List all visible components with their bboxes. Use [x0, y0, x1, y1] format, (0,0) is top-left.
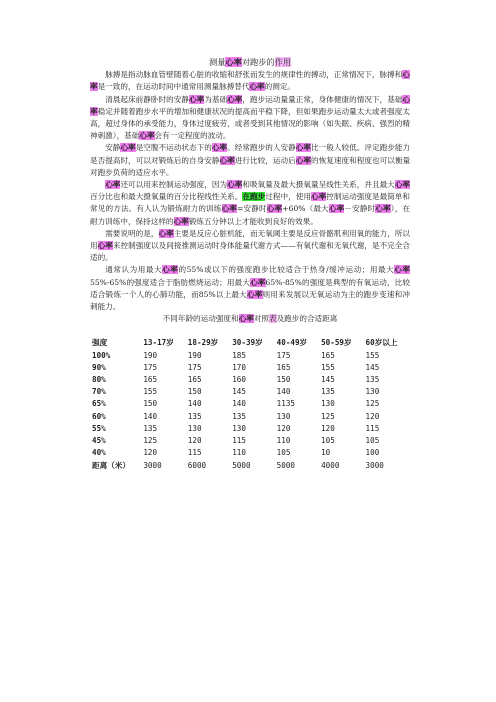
table-cell: 185: [232, 350, 246, 360]
paragraph-text: ），在耐力训练中，保持这样的: [90, 204, 411, 226]
keyword-highlight: 心率: [173, 216, 189, 226]
table-cell: 120: [187, 436, 202, 446]
table-cell: 105: [321, 436, 335, 446]
paragraph-text: 主要是反应心脏机能，而无氧阈主要是反应骨骼肌利用氧的能力，所以用: [90, 228, 411, 251]
table-row-label: 55%: [92, 423, 106, 433]
paragraph-text: 过程中，使用: [265, 192, 311, 202]
paragraph-text: 安静: [105, 143, 121, 153]
table-cell: 190: [187, 350, 202, 360]
paragraph-text: 脉搏是指动脉血管壁随着心脏的收缩和舒张而发生的规律性的搏动，正常情况下，脉搏和: [105, 70, 403, 80]
table-cell: 3000: [365, 460, 384, 470]
table-cell: 140: [187, 399, 202, 409]
table-cell: 130: [232, 423, 246, 433]
paragraph-text: －安静时: [344, 204, 376, 214]
paragraph-text: +60%（最大: [282, 204, 329, 214]
table-row-label: 40%: [92, 448, 106, 458]
keyword-highlight: 心率: [105, 180, 121, 190]
paragraph-text: 会有一定程度的波动。: [154, 131, 231, 141]
table-row: [92, 411, 410, 423]
paragraph-text: 是空腹不运动状态下的: [135, 143, 212, 153]
paragraph-text: 进行比较，运动后: [234, 155, 296, 165]
table-cell: 120: [365, 411, 380, 421]
table-cell: 1135: [276, 399, 295, 409]
table-cell: 10: [321, 448, 331, 458]
table-cell: 145: [232, 387, 246, 397]
table-cell: 110: [232, 448, 246, 458]
table-cell: 5000: [276, 460, 295, 470]
table-cell: 135: [187, 411, 202, 421]
paragraph-text: 比一般人较低。评定跑步能力是否提高时，可以对锻炼后的自身安静: [90, 143, 411, 165]
table-cell: 150: [143, 399, 158, 409]
table-cell: 175: [276, 350, 291, 360]
table-cell: 105: [276, 448, 291, 458]
table-header-cell: 13-17岁: [143, 338, 174, 348]
table-cell: 160: [232, 375, 246, 385]
table-cell: 140: [276, 387, 291, 397]
table-cell: 165: [187, 375, 202, 385]
keyword-highlight: 心率: [90, 70, 410, 92]
keyword-highlight: 心率: [295, 155, 312, 165]
table-cell: 125: [365, 399, 380, 409]
paragraph-text: 是一致的，在运动时间中通常用测量脉搏替代: [97, 82, 250, 92]
keyword-highlight: 心率: [250, 277, 266, 287]
table-cell: 120: [321, 423, 335, 433]
title-pre: 测量: [209, 57, 226, 67]
paragraph-text: 还可以用来控制运动强度，因为: [120, 180, 228, 190]
table-cell: 130: [321, 399, 335, 409]
table-cell: 175: [187, 362, 202, 372]
table-cell: 4000: [321, 460, 340, 470]
paragraph: [90, 228, 410, 265]
keyword-highlight: 心率: [221, 204, 238, 214]
table-row-label: 90%: [92, 362, 106, 372]
keyword-highlight: 心率: [328, 204, 345, 214]
paragraph-text: 的55%或以下的强度跑步比较适合于热身/缓冲运动；用最大: [178, 265, 395, 275]
paragraph: [90, 142, 410, 179]
table-cell: 170: [232, 362, 246, 372]
table-cell: 150: [187, 387, 202, 397]
table-cell: 135: [232, 411, 246, 421]
table-cell: 3000: [143, 460, 162, 470]
table-header-cell: 30-39岁: [232, 338, 263, 348]
paragraph-text: 锻炼五分钟以上才能收到良好的效果。: [188, 216, 318, 226]
paragraph: [90, 94, 410, 143]
keyword-highlight: 心率: [394, 180, 411, 190]
table-cell: 175: [143, 362, 158, 372]
paragraph-text: 则用来发展以无氧运动为主的跑步变速和冲刺能力。: [90, 289, 410, 312]
body-paragraphs: [90, 69, 410, 313]
keyword-highlight: 心率: [219, 155, 235, 165]
table-cell: 140: [143, 411, 158, 421]
table-cell: 145: [321, 375, 335, 385]
table-row: [92, 398, 410, 410]
table-cell: 165: [321, 350, 335, 360]
paragraph-text: 的测定。: [264, 82, 296, 92]
table-cell: 125: [321, 411, 335, 421]
keyword-highlight: 心率: [227, 94, 243, 104]
table-header-cell: 18-29岁: [187, 338, 219, 348]
table-row: [92, 460, 410, 472]
table-cell: 150: [276, 375, 291, 385]
table-cell: 155: [321, 362, 335, 372]
table-cell: 130: [365, 387, 380, 397]
keyword-highlight: 心率: [246, 289, 263, 299]
keyword-highlight: 心率: [295, 143, 311, 153]
paragraph-text: 的恢复速度和程度也可以衡量对跑步负荷的适应水平。: [90, 155, 411, 177]
table-cell: 115: [232, 436, 246, 446]
table-cell: 145: [365, 362, 380, 372]
keyword-highlight: 心率: [162, 265, 179, 275]
paragraph-text: 通常认为用最大: [105, 265, 163, 275]
table-row-label: 60%: [92, 411, 106, 421]
table-cell: 155: [143, 387, 158, 397]
document-title: [90, 56, 410, 68]
table-cell: 6000: [187, 460, 207, 470]
paragraph-text: 。经常跑步的人安静: [227, 143, 296, 153]
table-cell: 105: [365, 436, 380, 446]
table-cell: 125: [143, 436, 158, 446]
caption-mid: 对照: [253, 314, 269, 324]
table-cell: 165: [276, 362, 291, 372]
table-row: [92, 374, 410, 386]
table-cell: 190: [143, 350, 158, 360]
table-row-label: 45%: [92, 436, 106, 446]
paragraph-text: 为基础: [204, 94, 228, 104]
table-header-row: [92, 337, 410, 349]
paragraph-text: 清晨起床前静卧时的安静: [105, 94, 190, 104]
paragraph-text: 来控制强度以及间接推测运动时身体能量代谢方式——有氧代谢和无氧代谢，是不完全合适的。: [90, 241, 411, 263]
paragraph-text: 控制运动强度是最简单和常见的方法。有人认为锻炼耐力的训练: [90, 192, 411, 214]
table-cell: 165: [143, 375, 158, 385]
keyword-highlight: 心率: [211, 143, 228, 153]
table-cell: 135: [365, 375, 380, 385]
table-row: [92, 350, 410, 362]
paragraph: [90, 69, 410, 93]
table-cell: 155: [365, 350, 380, 360]
paragraph-text: 55%-65%的强度适合于脂肪燃烧运动；用最大: [90, 277, 251, 287]
paragraph: [90, 264, 410, 313]
keyword-highlight: 心率: [120, 143, 136, 153]
table-caption: [90, 313, 410, 325]
table-cell: 130: [276, 411, 291, 421]
table-row: [92, 447, 410, 459]
keyword-highlight: 心率: [375, 204, 391, 214]
table-cell: 120: [143, 448, 158, 458]
table-cell: 140: [232, 399, 246, 409]
table-row-label: 70%: [92, 387, 106, 397]
keyword-highlight: 心率: [97, 241, 113, 251]
title-mid: 对跑步的: [241, 57, 275, 67]
caption-post: 及跑步的合适距离: [276, 314, 338, 324]
table-row: [92, 386, 410, 398]
table-cell: 120: [276, 423, 291, 433]
paragraph-text: 稳定并随着跑步水平的增加和健康状况的提高而平稳下降，但如果跑步运动量太大或者强度太高，超过身体的承受能力，身体过度疲劳，或者受到其他情况的影响（如失眠、疾病、强烈的精神刺激），基础: [90, 106, 411, 141]
caption-pre: 不同年龄的运动强度和: [162, 314, 239, 324]
table-row-label: 65%: [92, 399, 106, 409]
table-cell: 5000: [232, 460, 251, 470]
paragraph: [90, 179, 410, 228]
paragraph-text: 65%-85%的强度是典型的有氧运动，比较适合锻炼一个人的心肺功能，而85%以上最大: [90, 277, 410, 299]
title-keyword-2: 作用: [274, 57, 291, 67]
keyword-highlight: 心率: [139, 131, 155, 141]
paragraph-text: 需要说明的是，: [105, 228, 159, 238]
paragraph-text: 和吸氧量及最大摄氧量呈线性关系，并且最大: [242, 180, 395, 190]
table-cell: 130: [187, 423, 202, 433]
keyword-highlight: 心率: [266, 204, 283, 214]
table-cell: 115: [365, 423, 380, 433]
keyword-highlight: 心率: [90, 94, 411, 116]
paragraph-text: =安静时: [237, 204, 267, 214]
keyword-highlight: 心率: [249, 82, 265, 92]
table-cell: 110: [276, 436, 291, 446]
table-row-label: 距离（米）: [92, 460, 130, 470]
table-cell: 115: [187, 448, 202, 458]
table-row-label: 100%: [92, 350, 111, 360]
keyword-highlight: 心率: [189, 94, 205, 104]
keyword-highlight: 心率: [394, 265, 411, 275]
green-highlight: 在跑步: [242, 192, 266, 202]
table-header-cell: 40-49岁: [276, 338, 308, 348]
table-row: [92, 423, 410, 435]
table-row-label: 80%: [92, 375, 106, 385]
table-header-cell: 50-59岁: [321, 338, 352, 348]
table-cell: 135: [321, 387, 335, 397]
keyword-highlight: 心率: [158, 228, 174, 238]
table-header-cell: 强度: [92, 338, 108, 348]
keyword-highlight: 心率: [310, 192, 327, 202]
paragraph-text: ，跑步运动量量正常，身体健康的情况下，基础: [242, 94, 403, 104]
keyword-highlight: 心率: [227, 180, 243, 190]
table-row: [92, 435, 410, 447]
table-header-cell: 60岁以上: [365, 338, 398, 348]
table-row: [92, 362, 410, 374]
table-cell: 135: [143, 423, 158, 433]
paragraph-text: 百分比也和最大摄氧量的百分比程线性关系。: [90, 192, 243, 202]
title-keyword: 心率: [225, 57, 242, 67]
table-cell: 100: [365, 448, 380, 458]
heart-rate-table: [92, 337, 410, 471]
caption-keyword-2: 表: [268, 314, 277, 324]
caption-keyword: 心率: [238, 314, 254, 324]
